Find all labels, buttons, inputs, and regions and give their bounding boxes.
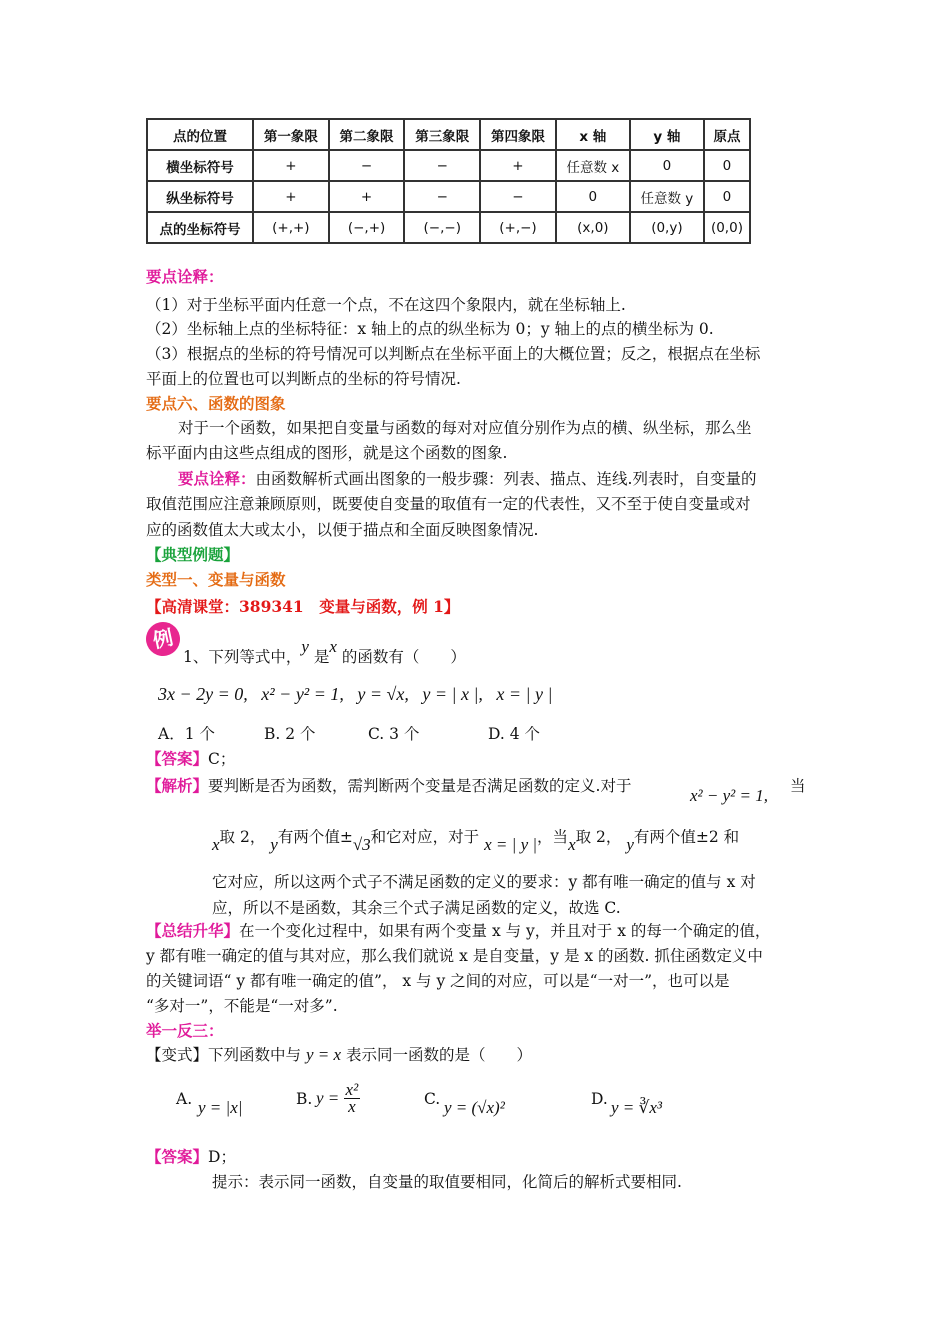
option-d: D. 4 个 bbox=[488, 725, 541, 743]
var-option-a-label: A. bbox=[176, 1090, 193, 1108]
table-cell: + bbox=[329, 181, 405, 212]
notes-title: 要点诠释： bbox=[146, 267, 224, 286]
table-cell: 横坐标符号 bbox=[147, 150, 253, 181]
equation: x² − y² = 1, bbox=[261, 684, 344, 704]
table-header-cell: 点的位置 bbox=[147, 119, 253, 150]
table-header-cell: 第二象限 bbox=[329, 119, 405, 150]
analysis-equation: x² − y² = 1, bbox=[690, 786, 768, 805]
course-reference: 【高清课堂：389341 变量与函数，例 1】 bbox=[146, 597, 460, 616]
table-cell: 0 bbox=[704, 150, 750, 181]
table-header-cell: 第四象限 bbox=[480, 119, 556, 150]
table-cell: (−,+) bbox=[329, 212, 405, 243]
analysis-line bbox=[212, 826, 740, 854]
hint-line: 提示：表示同一函数，自变量的取值要相同，化简后的解析式要相同. bbox=[212, 1173, 682, 1191]
var-option-a-expr: y = |x| bbox=[198, 1098, 243, 1117]
table-row bbox=[147, 150, 750, 181]
answer-label: 【答案】 bbox=[146, 1147, 209, 1166]
question-prefix: 1、下列等式中， bbox=[183, 648, 302, 666]
var-option-d-label: D. bbox=[591, 1090, 608, 1108]
paragraph-line bbox=[178, 468, 756, 490]
table-cell: 0 bbox=[630, 150, 704, 181]
example-badge-icon: 例 bbox=[143, 619, 183, 659]
table-row bbox=[147, 212, 750, 243]
summary-text: 在一个变化过程中，如果有两个变量 x 与 y，并且对于 x 的每一个确定的值， bbox=[239, 922, 771, 940]
table-cell: + bbox=[480, 150, 556, 181]
analysis-line: 应，所以不是函数，其余三个式子满足函数的定义，故选 C. bbox=[212, 899, 621, 917]
paragraph-line: 应的函数值太大或太小，以便于描点和全面反映图象情况. bbox=[146, 521, 539, 539]
analysis-equation: x = | y | bbox=[484, 835, 538, 854]
sqrt-three: √3 bbox=[352, 835, 371, 854]
analysis-when: 当 bbox=[790, 777, 806, 795]
note-item: 平面上的位置也可以判断点的坐标的符号情况. bbox=[146, 370, 461, 388]
table-cell: + bbox=[253, 181, 329, 212]
question-suffix: 的函数有（ ） bbox=[341, 648, 466, 666]
equation: 3x − 2y = 0, bbox=[158, 684, 248, 704]
fraction-numerator: x² bbox=[345, 1080, 359, 1099]
paragraph-text: 由函数解析式画出图象的一般步骤：列表、描点、连线.列表时，自变量的 bbox=[255, 470, 757, 488]
table-row bbox=[147, 181, 750, 212]
equation: x = | y | bbox=[496, 684, 553, 704]
table-header-cell: x 轴 bbox=[556, 119, 630, 150]
option-b: B. 2 个 bbox=[264, 725, 316, 743]
table-cell: (−,−) bbox=[404, 212, 480, 243]
var-y: y bbox=[626, 835, 634, 854]
analysis-text: 和它对应，对于 bbox=[370, 828, 480, 846]
option-a: A．1 个 bbox=[158, 725, 215, 743]
var-option-b-label: B. bbox=[296, 1090, 313, 1108]
variant-label: 【变式】 bbox=[146, 1046, 209, 1064]
table-header-cell: y 轴 bbox=[630, 119, 704, 150]
analysis-text: 取 2， bbox=[575, 828, 622, 846]
equation: y = | x |, bbox=[422, 684, 483, 704]
paragraph-line: 标平面内由这些点组成的图形，就是这个函数的图象. bbox=[146, 444, 508, 462]
note-item: （2）坐标轴上点的坐标特征：x 轴上的点的纵坐标为 0；y 轴上的点的横坐标为 0. bbox=[146, 320, 714, 338]
variant-text: 下列函数中与 bbox=[208, 1046, 302, 1064]
analysis-line bbox=[146, 775, 631, 797]
examples-heading: 【典型例题】 bbox=[146, 545, 240, 564]
analysis-text: 要判断是否为函数，需判断两个变量是否满足函数的定义.对于 bbox=[208, 777, 632, 795]
table-cell: 点的坐标符号 bbox=[147, 212, 253, 243]
analysis-text: 有两个值±2 和 bbox=[633, 828, 740, 846]
analysis-text: 有两个值± bbox=[277, 828, 353, 846]
table-cell: − bbox=[480, 181, 556, 212]
table-cell: 任意数 x bbox=[556, 150, 630, 181]
table-cell: + bbox=[253, 150, 329, 181]
question-line bbox=[183, 637, 466, 668]
note-item: （3）根据点的坐标的符号情况可以判断点在坐标平面上的大概位置；反之，根据点在坐标 bbox=[146, 345, 761, 363]
var-x: x bbox=[212, 835, 220, 854]
paragraph-line: 对于一个函数，如果把自变量与函数的每对对应值分别作为点的横、纵坐标，那么坐 bbox=[178, 419, 752, 437]
section-title: 要点六、函数的图象 bbox=[146, 394, 286, 413]
paragraph-line: 取值范围应注意兼顾原则，既要使自变量的取值有一定的代表性，又不至于使自变量或对 bbox=[146, 495, 751, 513]
table-cell: (+,+) bbox=[253, 212, 329, 243]
table-cell: (0,y) bbox=[630, 212, 704, 243]
variant-equation: y = x bbox=[305, 1045, 342, 1064]
table-cell: 纵坐标符号 bbox=[147, 181, 253, 212]
note-item: （1）对于坐标平面内任意一个点，不在这四个象限内，就在坐标轴上. bbox=[146, 296, 626, 314]
table-cell: − bbox=[404, 150, 480, 181]
table-cell: 0 bbox=[556, 181, 630, 212]
equations-line bbox=[158, 684, 552, 705]
analysis-text: 取 2， bbox=[219, 828, 266, 846]
var-option-c-expr: y = (√x)² bbox=[444, 1098, 505, 1117]
var-option-b-expr bbox=[316, 1082, 360, 1115]
summary-label: 【总结升华】 bbox=[146, 921, 240, 940]
table-cell: (+,−) bbox=[480, 212, 556, 243]
table-cell: 任意数 y bbox=[630, 181, 704, 212]
answer-text: D； bbox=[208, 1148, 236, 1166]
summary-line: “多对一”，不能是“一对多”. bbox=[146, 997, 338, 1015]
var-x: x bbox=[568, 835, 576, 854]
frac-lhs: y = bbox=[316, 1088, 340, 1108]
table-cell: (x,0) bbox=[556, 212, 630, 243]
variant-line bbox=[146, 1044, 532, 1066]
table-cell: − bbox=[329, 150, 405, 181]
summary-line bbox=[146, 920, 770, 942]
var-y: y bbox=[301, 637, 309, 656]
question-mid: 是 bbox=[313, 648, 330, 666]
analysis-line: 它对应，所以这两个式子不满足函数的定义的要求：y 都有唯一确定的值与 x 对 bbox=[212, 873, 756, 891]
var-option-d-expr: y = ∛x³ bbox=[611, 1098, 662, 1117]
answer-line bbox=[146, 1146, 236, 1168]
analysis-label: 【解析】 bbox=[146, 776, 209, 795]
note-label: 要点诠释： bbox=[178, 469, 256, 488]
answer-line bbox=[146, 748, 235, 770]
table-header-cell: 第一象限 bbox=[253, 119, 329, 150]
table-cell: − bbox=[404, 181, 480, 212]
table-header-cell: 第三象限 bbox=[404, 119, 480, 150]
table-header-cell: 原点 bbox=[704, 119, 750, 150]
answer-label: 【答案】 bbox=[146, 749, 209, 768]
summary-line: 的关键词语“ y 都有唯一确定的值”， x 与 y 之间的对应，可以是“一对一”，也可以是 bbox=[146, 972, 730, 990]
fraction bbox=[344, 1082, 361, 1115]
var-y: y bbox=[270, 835, 278, 854]
table-cell: (0,0) bbox=[704, 212, 750, 243]
fraction-denominator: x bbox=[348, 1097, 356, 1116]
quadrant-sign-table bbox=[146, 118, 751, 244]
table-header-row bbox=[147, 119, 750, 150]
var-option-c-label: C. bbox=[424, 1090, 441, 1108]
summary-line: y 都有唯一确定的值与其对应，那么我们就说 x 是自变量，y 是 x 的函数. 抓住函数定义中 bbox=[146, 947, 763, 965]
variant-heading: 举一反三： bbox=[146, 1021, 224, 1040]
table-cell: 0 bbox=[704, 181, 750, 212]
option-c: C. 3 个 bbox=[368, 725, 420, 743]
var-x: x bbox=[329, 637, 337, 656]
answer-text: C； bbox=[208, 750, 236, 768]
analysis-text: ，当 bbox=[537, 828, 569, 846]
variant-text: 表示同一函数的是（ ） bbox=[345, 1046, 532, 1064]
equation: y = √x, bbox=[357, 684, 409, 704]
type-heading: 类型一、变量与函数 bbox=[146, 570, 286, 589]
